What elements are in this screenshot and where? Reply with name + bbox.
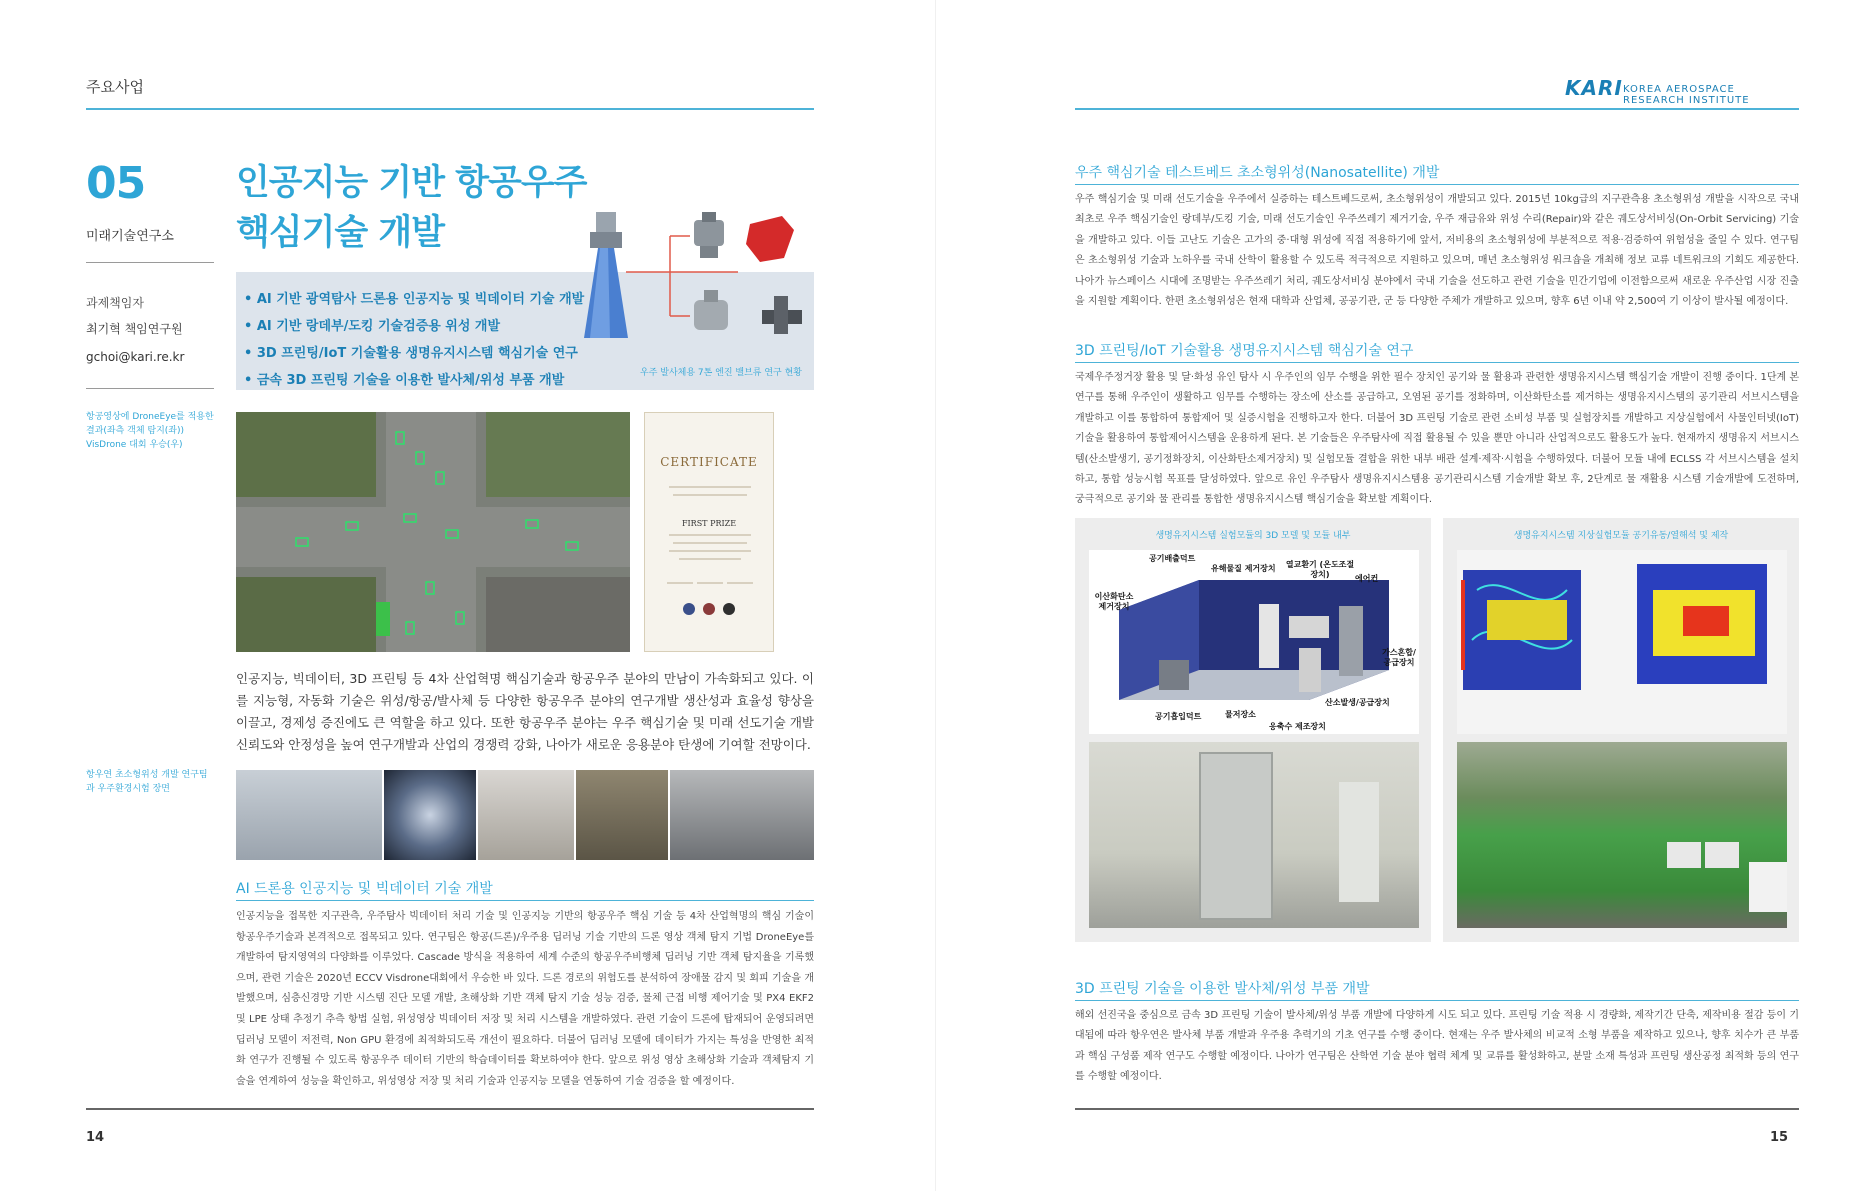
figure-caption: 생명유지시스템 지상실험모듈 공기유동/열해석 및 제작 xyxy=(1513,531,1729,541)
lead-label: 과제책임자 xyxy=(86,296,144,310)
bullet-item: • 3D 프린팅/IoT 기술활용 생명유지시스템 핵심기술 연구 xyxy=(244,346,578,361)
heading-rule xyxy=(1075,1000,1799,1001)
figure-life-support-module xyxy=(1075,518,1431,942)
kari-logo-mark: KARI xyxy=(1565,76,1623,100)
airflow-thermal-analysis-image xyxy=(1457,550,1787,734)
drone-detection-photo xyxy=(236,412,630,652)
certificate-prize: FIRST PRIZE xyxy=(681,519,737,528)
engine-valve-illustration xyxy=(570,206,820,366)
label-intake-duct: 공기흡입덕트 xyxy=(1155,712,1202,721)
section-label: 주요사업 xyxy=(86,78,144,96)
engine-caption: 우주 발사체용 7톤 엔진 밸브류 연구 현황 xyxy=(640,368,802,378)
label-water-storage: 물저장소 xyxy=(1225,710,1256,719)
module-exterior-photo xyxy=(1457,742,1787,928)
caption-drone: 항공영상에 DroneEye를 적용한 결과(좌측 객체 탐지(좌)) VisDrone 대회 우승(우) xyxy=(86,412,214,450)
heading-rule xyxy=(236,900,814,901)
label-condensate-unit: 응축수 제조장치 xyxy=(1269,722,1326,731)
module-interior-cabinet xyxy=(1339,782,1379,902)
sidebar-divider xyxy=(86,262,214,263)
ac-unit xyxy=(1667,842,1701,868)
certificate-title: CERTIFICATE xyxy=(660,455,758,469)
heading-rule xyxy=(1075,362,1799,363)
life-support-heading: 3D 프린팅/IoT 기술활용 생명유지시스템 핵심기술 연구 xyxy=(1075,343,1414,359)
kari-logo xyxy=(1565,72,1795,106)
bottom-rule-right xyxy=(1075,1108,1799,1110)
bullet-item: • AI 기반 랑데부/도킹 기술검증용 위성 개발 xyxy=(244,319,501,334)
top-rule-right xyxy=(1075,108,1799,110)
page-number-right: 15 xyxy=(1770,1130,1789,1145)
label-contaminant-removal: 유해물질 제거장치 xyxy=(1211,564,1276,573)
label-heat-exchanger: 열교환기 (온도조절장치) xyxy=(1285,560,1355,579)
intro-paragraph: 인공지능, 빅데이터, 3D 프린팅 등 4차 산업혁명 핵심기술과 항공우주 분야의 만남이 가속화되고 있다. 이를 지능형, 자동화 기술은 위성/항공/발사체 등 다양한 항공우주 분야의 연구개발 생산성과 효율성 향상을 이끌고, 경제성 증진에도 큰 역할을 하고 있다. 또한 항공우주 분야는 우주 핵심기술 및 미래 선도기술 개발 신뢰도와 안정성을 높여 연구개발과 산업의 경쟁력 강화, 나아가 새로운 응용분야 탄생에 기여할 전망이다. xyxy=(236,671,814,752)
module-interior-photo xyxy=(1089,742,1419,928)
aerial-intersection-image xyxy=(236,412,630,652)
module-3d-model xyxy=(1089,550,1419,734)
title-line-2: 핵심기술 개발 xyxy=(236,213,445,253)
bottom-rule-left xyxy=(86,1108,814,1110)
lab-photo-2 xyxy=(384,770,476,860)
life-support-paragraph: 국제우주정거장 활용 및 달·화성 유인 탐사 시 우주인의 임무 수행을 위한 필수 장치인 공기와 물 활용과 관련한 생명유지시스템 핵심기술 개발이 진행 중이다. 1단계 본 연구를 통해 우주인이 생활하고 임무를 수행하는 장소에 산소를 공급하고, 오염된 공기를 정화하며, 이산화탄소를 제거하는 생명유지시스템의 공기관리 서브시스템을 개발하고 이를 통합하여 통합제어 및 실증시험을 진행하고자 한다. 더불어 3D 프린팅 기술로 관련 소비성 부품 및 실험장치를 개발하고 지상실험에서 사물인터넷(IoT) 기술을 활용하여 통합제어시스템을 운용하게 된다. 본 기술들은 우주탐사에 직접 활용될 수 있을 뿐만 아니라 산업적으로도 활용도가 높다. 현재까지 생명유지 서브시스템(산소발생기, 공기정화장치, 이산화탄소제거장치) 및 실험모듈 결합을 위한 내부 배관 설계·제작·시험을 수행하였다. 더불어 모듈 내에 ECLSS 각 서브시스템을 설치하고, 통합 성능시험 목표를 달성하였다. 앞으로 유인 우주탐사 생명유지시스템용 공기관리시스템 기술개발 확보 후, 2단계로 물 재활용 시스템 기술개발에 도전하며, 궁극적으로 공기와 물 관리를 통합한 생명유지시스템 핵심기술을 확보할 계획이다. xyxy=(1075,372,1799,506)
top-rule-left xyxy=(86,108,814,110)
label-exhaust-duct: 공기배출덕트 xyxy=(1149,554,1196,563)
bullet-item: • 금속 3D 프린팅 기술을 이용한 발사체/위성 부품 개발 xyxy=(244,373,565,388)
page-gutter xyxy=(935,0,936,1191)
title-line-1: 인공지능 기반 항공우주 xyxy=(236,163,587,203)
ai-paragraph: 인공지능을 접목한 지구관측, 우주탐사 빅데이터 처리 기술 및 인공지능 기반의 항공우주 핵심 기술 등 4차 산업혁명의 핵심 기술이 항공우주기술과 본격적으로 접목되고 있다. 연구팀은 항공(드론)/우주용 딥러닝 기술 기반의 드론 영상 객체 탐지 기법 DroneEye를 개발하여 탐지영역의 다양화를 이루었다. Cascade 방식을 적용하여 세계 수준의 항공우주비행체 딥러닝 기반 객체 탐지율을 기록했으며, 관련 기술은 2020년 ECCV Visdrone대회에서 우승한 바 있다. 드론 경로의 위험도를 분석하여 장애물 감지 및 회피 기술을 개발했으며, 심층신경망 기반 시스템 진단 모델 개발, 초해상화 기반 객체 탐지 기술 성능 검증, 물체 근접 비행 제어기술 및 PX4 EKF2 및 LPE 상태 추정기 추측 항법 실험, 위성영상 빅데이터 저장 및 처리 시스템을 개발하였다. 관련 기술이 드론에 탑재되어 운영되려면 딥러닝 모델이 저전력, Non GPU 환경에 최적화되도록 개선이 필요하다. 더불어 딥러닝 모델에 데이터가 가지는 특성을 반영한 최적화 연구가 진행될 수 있도록 항공우주 데이터 기반의 학습데이터를 확보하여야 한다. 앞으로 위성 영상 초해상화 기술과 객체탐지 기술을 연계하여 성능을 확인하고, 위성영상 저장 및 처리 기술과 인공지능 모델을 연동하여 기술 검증을 할 예정이다. xyxy=(236,911,814,1087)
figure-airflow-analysis xyxy=(1443,518,1799,942)
3d-printing-paragraph: 해외 선진국을 중심으로 금속 3D 프린팅 기술이 발사체/위성 부품 개발에 다양하게 시도 되고 있다. 프린팅 기술 적용 시 경량화, 제작기간 단축, 제작비용 절감 등이 기대됨에 따라 항우연은 발사체 부품 개발과 우주용 추력기의 기초 연구를 수행 중이다. 현재는 우주 발사체의 비교적 소형 부품을 제작하고 있으나, 향후 치수가 큰 부품과 핵심 구성품 제작 연구도 수행할 예정이다. 나아가 연구팀은 산학연 기술 분야 협력 체계 및 교류를 활성화하고, 분말 소재 특성과 프린팅 생산공정 최적화 등의 연구를 수행할 예정이다. xyxy=(1075,1010,1799,1083)
bullet-item: • AI 기반 광역탐사 드론용 인공지능 및 빅데이터 기술 개발 xyxy=(244,292,585,307)
ac-unit xyxy=(1705,842,1739,868)
lab-photo-1 xyxy=(236,770,382,860)
certificate-text-lines xyxy=(659,483,761,633)
lab-photo-4 xyxy=(576,770,668,860)
ai-heading: AI 드론용 인공지능 및 빅데이터 기술 개발 xyxy=(236,881,493,897)
nanosat-heading: 우주 핵심기술 테스트베드 초소형위성(Nanosatellite) 개발 xyxy=(1075,165,1440,181)
label-air-conditioner: 에어컨 xyxy=(1355,574,1379,583)
bullet-list xyxy=(244,286,584,394)
module-interior-door xyxy=(1199,752,1273,920)
lab-photo-strip xyxy=(236,770,814,860)
nanosat-paragraph: 우주 핵심기술 및 미래 선도기술을 우주에서 실증하는 테스트베드로써, 초소형위성이 개발되고 있다. 2015년 10kg급의 지구관측용 초소형위성 개발을 시작으로 국내 최초로 우주 핵심기술인 랑데부/도킹 기술, 미래 선도기술인 우주쓰레기 제거기술, 우주 재급유와 위성 수리(Repair)와 같은 궤도상서비싱(On-Orbit Servicing) 기술을 개발하고 있다. 이들 고난도 기술은 고가의 중·대형 위성에 직접 적용하기에 앞서, 저비용의 초소형위성에 부분적으로 적용·검증하여 위험성을 줄일 수 있다. 연구팀은 초소형위성 기술과 노하우를 국내 산학이 활용할 수 있도록 적극적으로 지원하고 있으며, 매년 초소형위성 워크숍을 개최해 정보 교류 네트워크의 기회도 제공한다. 나아가 뉴스페이스 시대에 조명받는 우주쓰레기 처리, 궤도상서비싱 분야에서 국내 기술을 선도하고 관련 기술을 민간기업에 이전함으로써 새로운 우주산업 시장 진출을 지원할 계획이다. 한편 초소형위성은 현재 대학과 산업체, 공공기관, 군 등 다양한 주체가 개발하고 있으며, 향후 6년 이내 약 2,500여 기 이상이 발사될 예정이다. xyxy=(1075,194,1799,308)
lab-photo-5 xyxy=(670,770,814,860)
label-oxygen-generation: 산소발생/공급장치 xyxy=(1325,698,1390,707)
airflow-thermal-plot xyxy=(1457,550,1787,734)
lead-email[interactable]: gchoi@kari.re.kr xyxy=(86,350,185,364)
sidebar-divider xyxy=(86,388,214,389)
label-co2-removal: 이산화탄소 제거장치 xyxy=(1094,592,1134,611)
kari-logo-text: KOREA AEROSPACE RESEARCH INSTITUTE xyxy=(1623,84,1750,106)
institute-name: 미래기술연구소 xyxy=(86,229,174,244)
section-number: 05 xyxy=(86,158,146,209)
caption-lab: 항우연 초소형위성 개발 연구팀과 우주환경시험 장면 xyxy=(86,770,208,794)
lab-photo-3 xyxy=(478,770,574,860)
heading-rule xyxy=(1075,184,1799,185)
3d-printing-heading: 3D 프린팅 기술을 이용한 발사체/위성 부품 개발 xyxy=(1075,981,1370,997)
page-number-left: 14 xyxy=(86,1130,105,1145)
label-gas-mixing: 가스혼합/ 공급장치 xyxy=(1382,648,1416,667)
figure-caption: 생명유지시스템 실험모듈의 3D 모델 및 모듈 내부 xyxy=(1155,531,1351,541)
parked-car xyxy=(1749,862,1787,912)
lead-name: 최기혁 책임연구원 xyxy=(86,322,183,336)
certificate-photo xyxy=(644,412,774,652)
